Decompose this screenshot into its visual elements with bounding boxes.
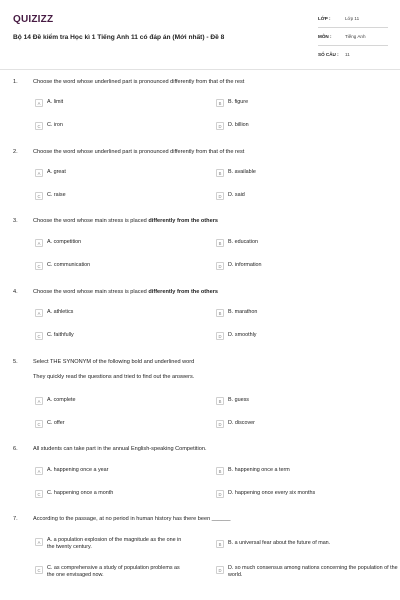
option-letter-box: C bbox=[35, 566, 43, 574]
option-letter-box: B bbox=[216, 99, 224, 107]
worksheet-title: Bộ 14 Đề kiểm tra Học kì 1 Tiếng Anh 11 có đáp án (Mới nhất) - Đề 8 bbox=[13, 34, 225, 41]
option-text: C. as comprehensive a study of population problems as the one envisaged now. bbox=[47, 565, 180, 578]
option-text: B. figure bbox=[228, 99, 249, 105]
question-number: 3. bbox=[13, 218, 18, 224]
worksheet-meta bbox=[318, 12, 388, 66]
option-letter-box: A bbox=[35, 309, 43, 317]
question-text bbox=[33, 218, 218, 224]
option-text: A. complete bbox=[47, 397, 76, 403]
question-text: Select THE SYNONYM of the following bold and underlined word bbox=[33, 359, 195, 365]
option-b[interactable] bbox=[216, 169, 256, 177]
option-text: C. offer bbox=[47, 420, 65, 426]
question-text bbox=[33, 289, 218, 295]
question-text: All students can take part in the annual English-speaking Competition. bbox=[33, 446, 207, 452]
option-letter-box: B bbox=[216, 309, 224, 317]
option-letter-box: C bbox=[35, 122, 43, 130]
question-number: 5. bbox=[13, 359, 18, 365]
option-letter-box: C bbox=[35, 262, 43, 270]
option-letter-box: A bbox=[35, 397, 43, 405]
option-letter-box: A bbox=[35, 538, 43, 546]
option-text: A. great bbox=[47, 169, 66, 175]
meta-label: LỚP : bbox=[318, 16, 331, 21]
option-letter-box: D bbox=[216, 262, 224, 270]
option-text: A. happening once a year bbox=[47, 467, 109, 473]
option-a[interactable] bbox=[35, 239, 81, 247]
option-text: A. limit bbox=[47, 99, 64, 105]
option-letter-box: D bbox=[216, 420, 224, 428]
header-divider bbox=[0, 69, 400, 70]
option-b[interactable] bbox=[216, 309, 257, 317]
option-letter-box: C bbox=[35, 332, 43, 340]
option-a[interactable] bbox=[35, 397, 75, 405]
option-text: B. happening once a term bbox=[228, 467, 290, 473]
option-letter-box: C bbox=[35, 420, 43, 428]
meta-row-subject bbox=[318, 30, 388, 46]
option-text: B. marathon bbox=[228, 309, 258, 315]
option-b[interactable] bbox=[216, 397, 249, 405]
meta-label: SỐ CÂU : bbox=[318, 52, 339, 57]
option-text: B. a universal fear about the future of man. bbox=[228, 540, 331, 546]
option-text: C. happening once a month bbox=[47, 490, 114, 496]
option-a[interactable] bbox=[35, 467, 108, 475]
option-text: B. education bbox=[228, 239, 258, 245]
option-text: D. so much consensus among nations concerning the population of the world. bbox=[228, 565, 398, 578]
option-letter-box: B bbox=[216, 467, 224, 475]
option-letter-box: A bbox=[35, 467, 43, 475]
option-d[interactable] bbox=[216, 122, 249, 130]
option-text: A. athletics bbox=[47, 309, 74, 315]
option-text: B. available bbox=[228, 169, 256, 175]
option-letter-box: B bbox=[216, 540, 224, 548]
option-c[interactable] bbox=[35, 490, 113, 498]
option-c[interactable] bbox=[35, 420, 65, 428]
option-text: C. raise bbox=[47, 192, 66, 198]
meta-value: Tiếng Anh bbox=[345, 34, 366, 39]
question-text-plain: Choose the word whose main stress is placed bbox=[33, 289, 149, 295]
option-text: C. faithfully bbox=[47, 332, 74, 338]
meta-row-question-count bbox=[318, 48, 388, 64]
question-number: 2. bbox=[13, 149, 18, 155]
option-letter-box: D bbox=[216, 122, 224, 130]
option-c[interactable] bbox=[35, 332, 74, 340]
option-b[interactable] bbox=[216, 467, 290, 475]
option-letter-box: B bbox=[216, 239, 224, 247]
question-text: According to the passage, at no period in human history has there been ______ bbox=[33, 516, 231, 522]
option-c[interactable] bbox=[35, 566, 187, 578]
option-text: C. iron bbox=[47, 122, 63, 128]
option-c[interactable] bbox=[35, 122, 63, 130]
question-number: 6. bbox=[13, 446, 18, 452]
option-d[interactable] bbox=[216, 420, 255, 428]
option-d[interactable] bbox=[216, 566, 398, 578]
option-d[interactable] bbox=[216, 262, 262, 270]
option-letter-box: C bbox=[35, 490, 43, 498]
question-text-bold: differently from the others bbox=[148, 218, 218, 224]
option-text: B. guess bbox=[228, 397, 249, 403]
option-text: A. competition bbox=[47, 239, 82, 245]
meta-label: MÔN : bbox=[318, 34, 332, 39]
option-a[interactable] bbox=[35, 309, 73, 317]
quizizz-logo: QUIZIZZ bbox=[13, 14, 54, 25]
question-text: Choose the word whose underlined part is pronounced differently from that of the rest bbox=[33, 149, 245, 155]
worksheet-header bbox=[0, 0, 400, 70]
option-text: D. said bbox=[228, 192, 245, 198]
option-text: D. happening once every six months bbox=[228, 490, 316, 496]
question-number: 7. bbox=[13, 516, 18, 522]
option-letter-box: A bbox=[35, 99, 43, 107]
option-text: D. smoothly bbox=[228, 332, 257, 338]
option-d[interactable] bbox=[216, 192, 245, 200]
question-text: Choose the word whose underlined part is pronounced differently from that of the rest bbox=[33, 79, 245, 85]
option-letter-box: D bbox=[216, 192, 224, 200]
option-b[interactable] bbox=[216, 239, 258, 247]
option-letter-box: D bbox=[216, 332, 224, 340]
question-text-plain: Choose the word whose main stress is placed bbox=[33, 218, 149, 224]
question-text-bold: differently from the others bbox=[148, 289, 218, 295]
option-letter-box: D bbox=[216, 490, 224, 498]
option-d[interactable] bbox=[216, 490, 315, 498]
meta-value: Lớp 11 bbox=[345, 16, 360, 21]
question-number: 4. bbox=[13, 289, 18, 295]
option-letter-box: B bbox=[216, 397, 224, 405]
option-letter-box: D bbox=[216, 566, 224, 574]
question-number: 1. bbox=[13, 79, 18, 85]
option-letter-box: C bbox=[35, 192, 43, 200]
option-b[interactable] bbox=[216, 540, 330, 548]
option-b[interactable] bbox=[216, 99, 248, 107]
option-text: D. billion bbox=[228, 122, 249, 128]
option-text: D. information bbox=[228, 262, 262, 268]
meta-value: 11 bbox=[345, 52, 350, 57]
option-c[interactable] bbox=[35, 262, 90, 270]
question-sentence: They quickly read the questions and tried to find out the answers. bbox=[33, 374, 195, 380]
option-text: C. communication bbox=[47, 262, 91, 268]
option-c[interactable] bbox=[35, 192, 66, 200]
option-a[interactable] bbox=[35, 169, 66, 177]
meta-row-class bbox=[318, 12, 388, 28]
option-text: A. a population explosion of the magnitude as the one in the twenty century. bbox=[47, 537, 182, 550]
option-a[interactable] bbox=[35, 99, 63, 107]
option-letter-box: A bbox=[35, 239, 43, 247]
option-letter-box: A bbox=[35, 169, 43, 177]
option-text: D. discover bbox=[228, 420, 255, 426]
option-letter-box: B bbox=[216, 169, 224, 177]
option-d[interactable] bbox=[216, 332, 256, 340]
option-a[interactable] bbox=[35, 538, 187, 550]
